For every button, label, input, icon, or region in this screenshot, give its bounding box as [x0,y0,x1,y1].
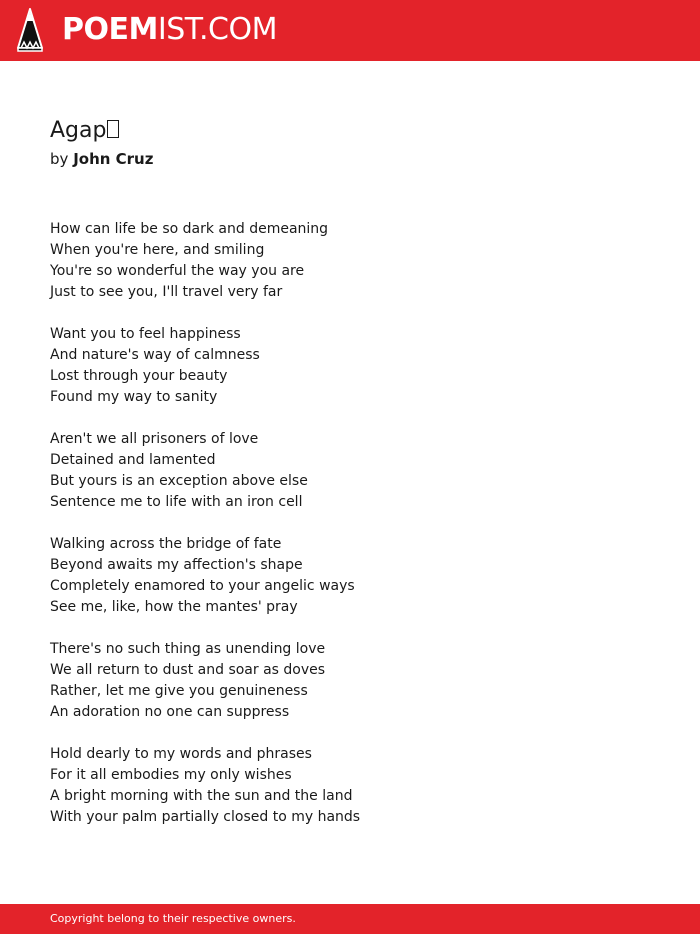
poem-line: We all return to dust and soar as doves [50,662,326,678]
poem-line: How can life be so dark and demeaning [50,221,329,237]
poem-line: Just to see you, I'll travel very far [50,284,283,300]
poem-line: Hold dearly to my words and phrases [50,746,312,762]
poem-line: Detained and lamented [50,452,216,468]
poem-line: Completely enamored to your angelic ways [50,578,355,594]
poem-line: You're so wonderful the way you are [50,263,305,279]
by-label: by [50,150,69,168]
poem-line: When you're here, and smiling [50,242,265,258]
poem-title [50,117,119,145]
poem-line: Found my way to sanity [50,389,218,405]
site-header [0,0,700,61]
poem-line: Want you to feel happiness [50,326,241,342]
poem-body [50,219,360,849]
pencil-icon [16,8,44,52]
author-name[interactable]: John Cruz [73,150,154,168]
copyright-text: Copyright belong to their respective owners. [50,912,296,925]
poem-line: A bright morning with the sun and the land [50,788,353,804]
poem-line: See me, like, how the mantes' pray [50,599,298,615]
logo-bold-text: POEM [62,12,158,47]
poem-stanza [50,324,360,408]
poem-line: Lost through your beauty [50,368,228,384]
poem-line: For it all embodies my only wishes [50,767,292,783]
poem-line: Beyond awaits my affection's shape [50,557,303,573]
missing-glyph-icon [107,120,119,138]
poem-stanza [50,429,360,513]
poem-line: There's no such thing as unending love [50,641,326,657]
byline [50,149,153,169]
poem-line: With your palm partially closed to my hands [50,809,361,825]
poem-stanza [50,219,360,303]
poem-line: Walking across the bridge of fate [50,536,282,552]
poem-line: Sentence me to life with an iron cell [50,494,303,510]
poem-line: Aren't we all prisoners of love [50,431,259,447]
poem-stanza [50,534,360,618]
poem-title-text: Agap [50,118,107,143]
poem-line: An adoration no one can suppress [50,704,290,720]
poem-stanza [50,744,360,828]
poem-line: But yours is an exception above else [50,473,308,489]
site-logo[interactable] [62,13,277,47]
poem-stanza [50,639,360,723]
site-footer [0,904,700,934]
poem-line: Rather, let me give you genuineness [50,683,308,699]
poem-line: And nature's way of calmness [50,347,260,363]
logo-light-text: IST.COM [157,12,277,47]
